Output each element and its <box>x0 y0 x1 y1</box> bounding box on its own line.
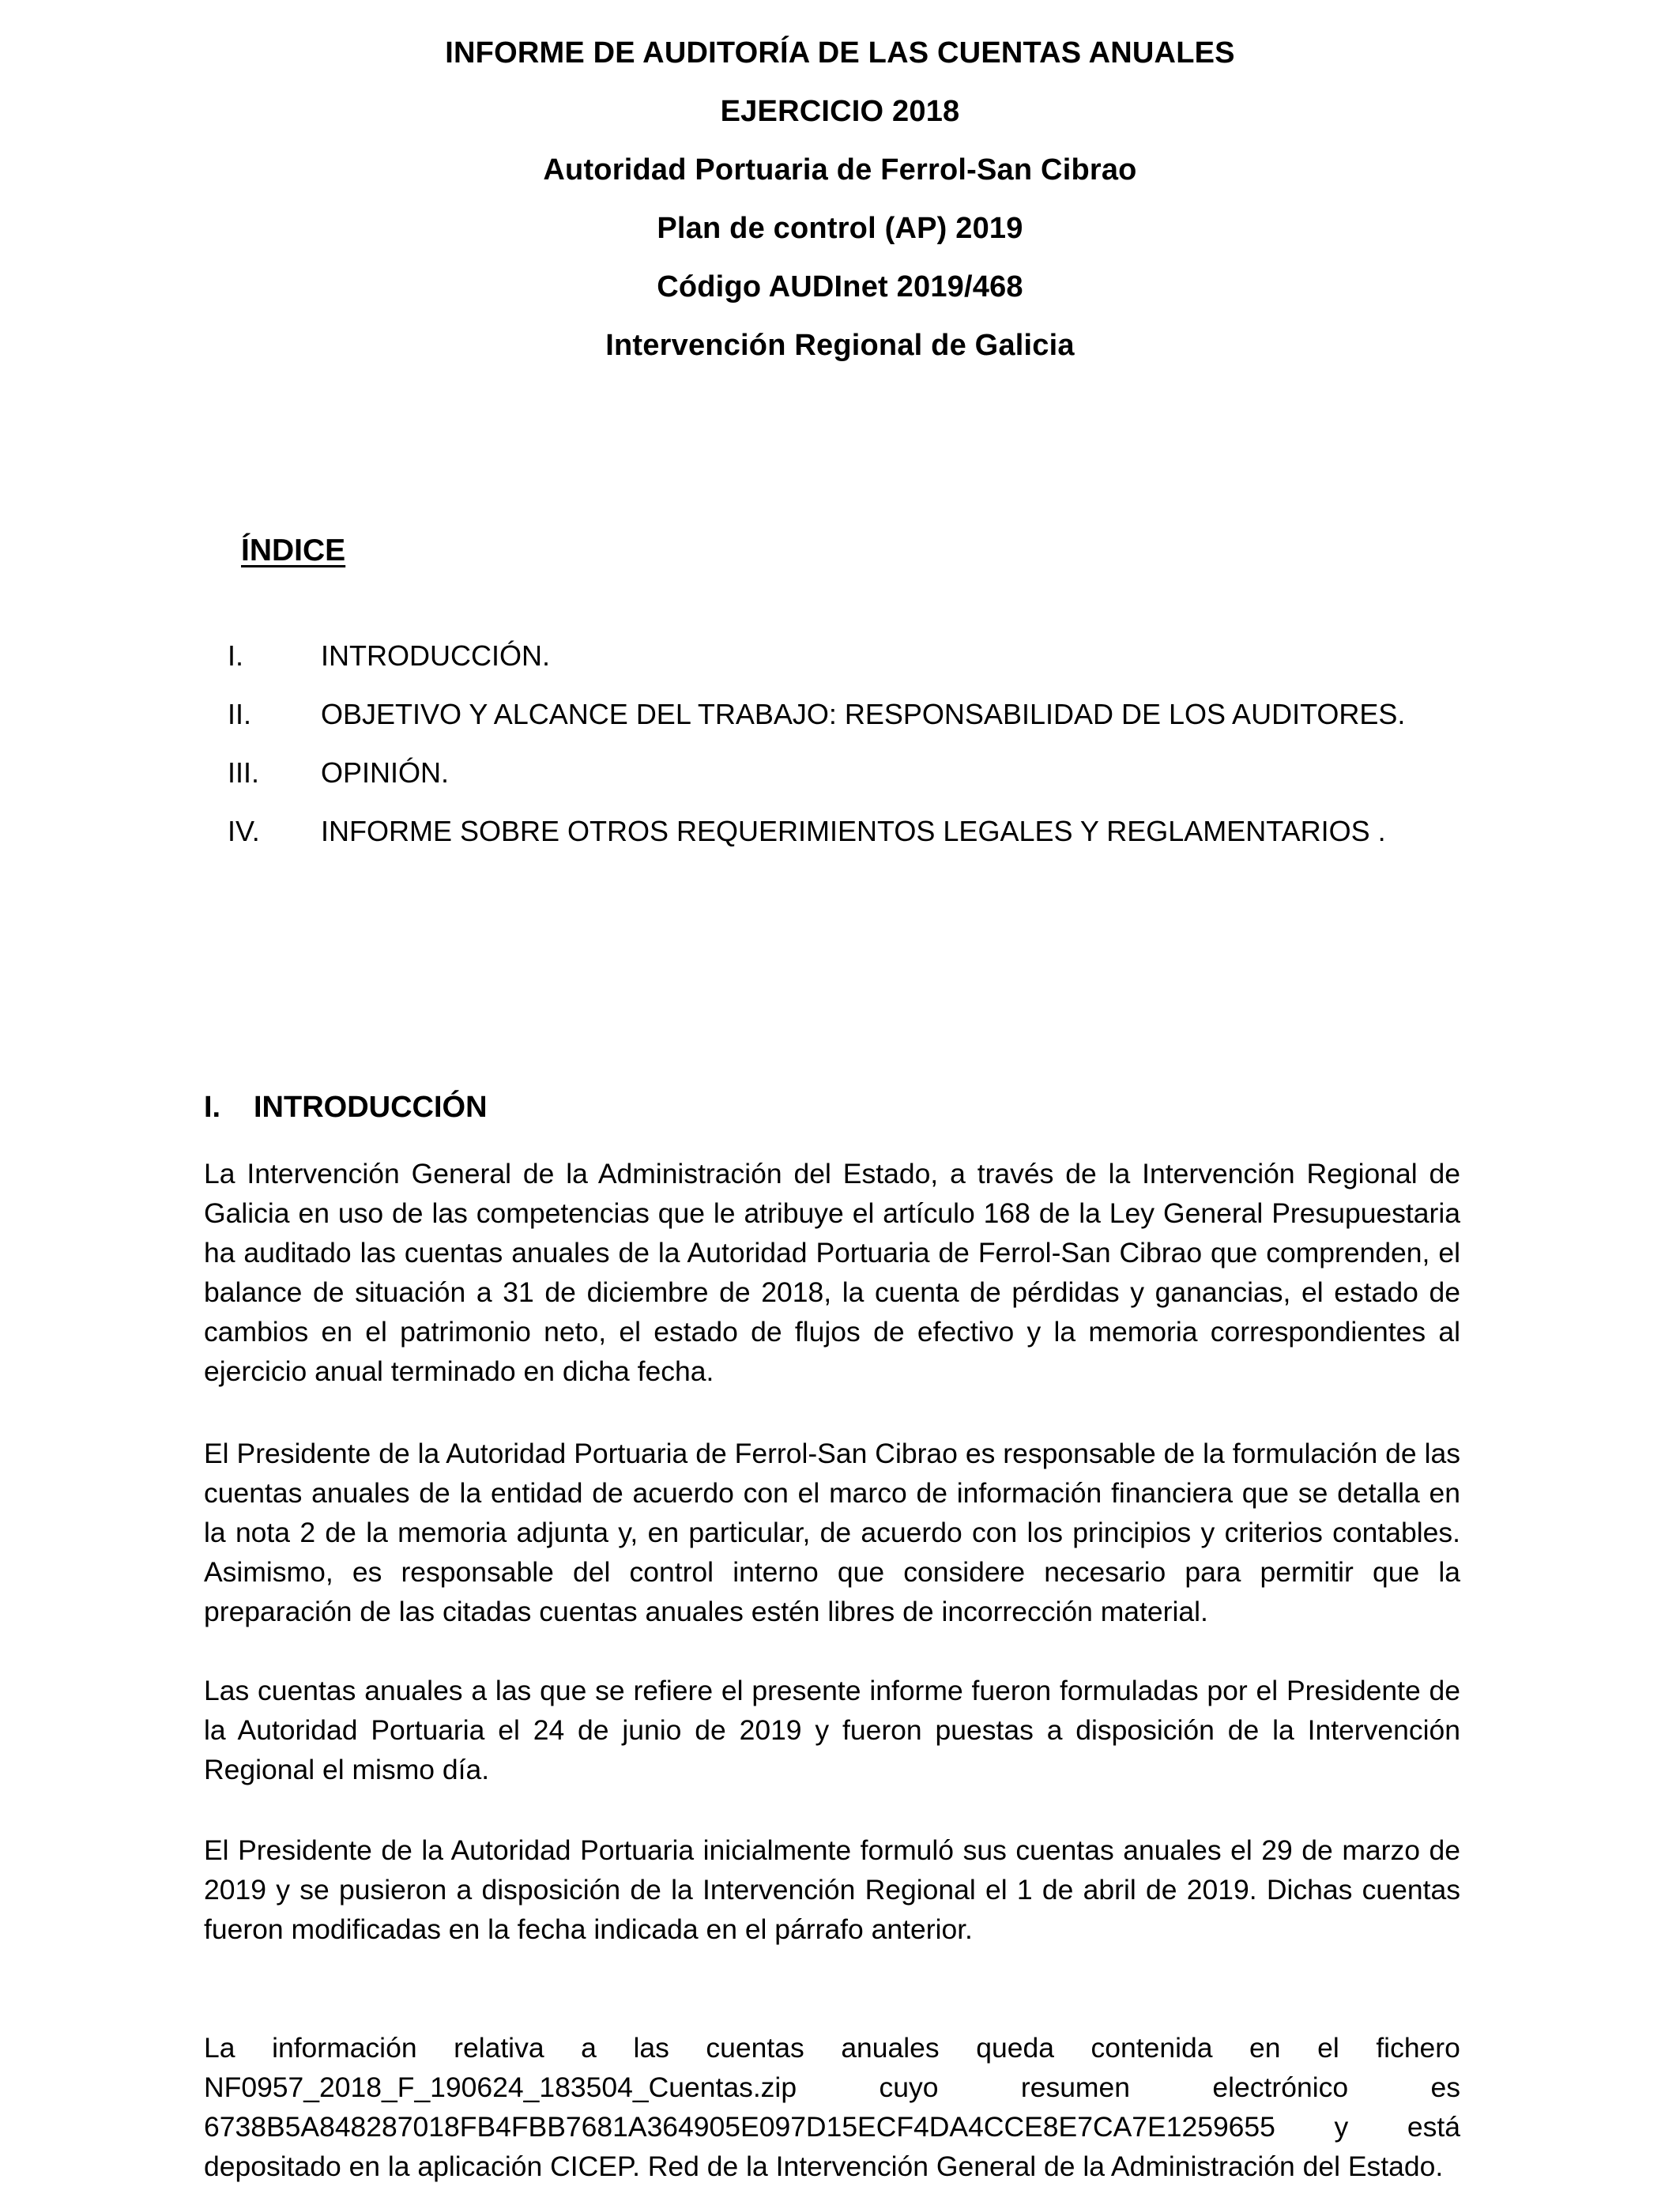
word: a <box>581 2032 597 2064</box>
paragraph-formulation-date: Las cuentas anuales a las que se refiere el presente informe fueron formuladas por el Presidente de la Autoridad Portuaria el 24 de junio de 2019 y fueron puestas a disposición de la Intervención Regional el mismo día. <box>204 1675 1460 1785</box>
word: electrónico <box>1212 2071 1349 2103</box>
hash-value: 6738B5A848287018FB4FBB7681A364905E097D15ECF4DA4CCE8E7CA7E1259655 <box>204 2111 1275 2143</box>
line-text: depositado en la aplicación CICEP. Red de la Intervención General de la Administración del Estado. <box>204 2151 1444 2182</box>
paragraph-line <box>204 2107 1460 2147</box>
file-name: NF0957_2018_F_190624_183504_Cuentas.zip <box>204 2071 797 2103</box>
audinet-code: Código AUDInet 2019/468 <box>657 270 1023 303</box>
table-of-contents <box>228 627 1492 861</box>
section-heading-introduccion <box>204 1091 488 1125</box>
word: contenida <box>1090 2032 1213 2064</box>
report-header <box>0 24 1680 375</box>
toc-item-number: II. <box>228 698 252 730</box>
word: y <box>1334 2111 1349 2143</box>
word: anuales <box>841 2032 940 2064</box>
word: información <box>272 2032 417 2064</box>
word: el <box>1317 2032 1339 2064</box>
word: cuyo <box>879 2071 939 2103</box>
paragraph-file-information <box>204 2028 1460 2186</box>
control-plan: Plan de control (AP) 2019 <box>657 212 1023 245</box>
word: en <box>1249 2032 1281 2064</box>
word: fichero <box>1376 2032 1460 2064</box>
toc-item-text: INFORME SOBRE OTROS REQUERIMIENTOS LEGALES Y REGLAMENTARIOS . <box>321 815 1386 847</box>
paragraph-initial-formulation: El Presidente de la Autoridad Portuaria inicialmente formuló sus cuentas anuales el 29 de marzo de 2019 y se pusieron a disposición de la Intervención Regional el 1 de abril de 2019. Dichas cuentas fueron modificadas en la fecha indicada en el párrafo anterior. <box>204 1834 1460 1945</box>
toc-item-text: OPINIÓN. <box>321 756 450 789</box>
word: las <box>633 2032 669 2064</box>
word: queda <box>976 2032 1054 2064</box>
word: relativa <box>454 2032 544 2064</box>
toc-item-number: I. <box>228 639 244 672</box>
paragraph-president-responsibility: El Presidente de la Autoridad Portuaria de Ferrol-San Cibrao es responsable de la formulación de las cuentas anuales de la entidad de acuerdo con el marco de información financiera que se detalla en la nota 2 de la memoria adjunta y, en particular, de acuerdo con los principios y criterios contables. Asimismo, es responsable del control interno que considere necesario para permitir que la preparación de las citadas cuentas anuales estén libres de incorrección material. <box>204 1438 1460 1627</box>
section-number: I. <box>204 1091 221 1124</box>
toc-item-text: INTRODUCCIÓN. <box>321 639 550 672</box>
paragraph-audit-scope: La Intervención General de la Administración del Estado, a través de la Intervención Regional de Galicia en uso de las competencias que le atribuye el artículo 168 de la Ley General Presupuestaria ha auditado las cuentas anuales de la Autoridad Portuaria de Ferrol-San Cibrao que comprenden, el balance de situación a 31 de diciembre de 2018, la cuenta de pérdidas y ganancias, el estado de cambios en el patrimonio neto, el estado de flujos de efectivo y la memoria correspondientes al ejercicio anual terminado en dicha fecha. <box>204 1158 1460 1387</box>
toc-item <box>228 627 1492 685</box>
toc-item <box>228 744 1492 802</box>
word: cuentas <box>706 2032 804 2064</box>
section-title: INTRODUCCIÓN <box>254 1091 488 1124</box>
toc-item-number: III. <box>228 756 260 789</box>
index-title: ÍNDICE <box>241 533 346 567</box>
report-title: INFORME DE AUDITORÍA DE LAS CUENTAS ANUALES <box>445 36 1235 70</box>
regional-office: Intervención Regional de Galicia <box>605 329 1075 362</box>
toc-item <box>228 802 1492 861</box>
toc-item-number: IV. <box>228 815 260 847</box>
entity-name: Autoridad Portuaria de Ferrol-San Cibrao <box>543 153 1137 187</box>
word: La <box>204 2032 235 2064</box>
word: es <box>1430 2071 1460 2103</box>
fiscal-year: EJERCICIO 2018 <box>720 95 960 128</box>
word: resumen <box>1020 2071 1130 2103</box>
paragraph-line <box>204 2028 1460 2068</box>
toc-item <box>228 685 1492 744</box>
paragraph-line <box>204 2068 1460 2107</box>
toc-item-text: OBJETIVO Y ALCANCE DEL TRABAJO: RESPONSABILIDAD DE LOS AUDITORES. <box>321 698 1406 730</box>
paragraph-line <box>204 2147 1460 2186</box>
word: está <box>1407 2111 1460 2143</box>
